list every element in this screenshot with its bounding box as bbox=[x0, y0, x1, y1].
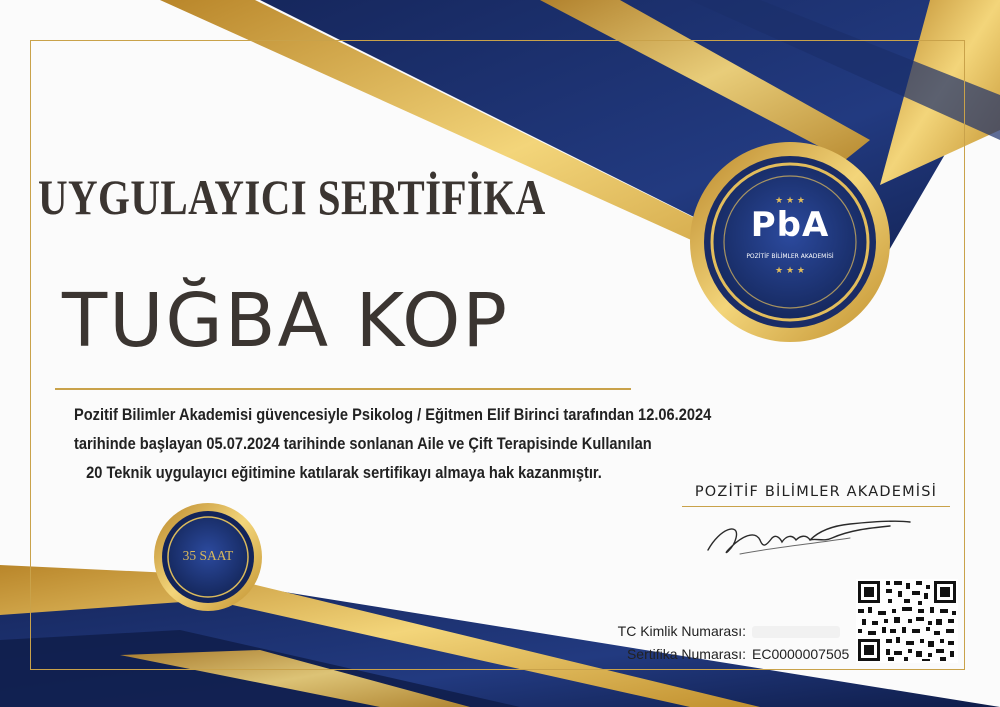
seal-stars-top: ★ ★ ★ bbox=[775, 196, 805, 206]
tc-row bbox=[586, 621, 849, 644]
qr-code bbox=[856, 579, 958, 663]
hours-label: 35 SAAT bbox=[182, 548, 234, 563]
certificate-body bbox=[73, 400, 712, 487]
cert-number-label: Sertifika Numarası: bbox=[626, 646, 746, 662]
seal-stars-bottom: ★ ★ ★ bbox=[775, 266, 805, 276]
seal-org-text: POZİTİF BİLİMLER AKADEMİSİ bbox=[746, 253, 834, 260]
certificate-title: UYGULAYICI SERTİFİKA bbox=[38, 169, 546, 225]
cert-number-value: EC0000007505 bbox=[752, 646, 850, 662]
body-line: tarihinde başlayan 05.07.2024 tarihinde sonlanan Aile ve Çift Terapisinde Kullanılan bbox=[73, 434, 652, 453]
cert-row bbox=[586, 644, 849, 665]
organization-name: POZİTİF BİLİMLER AKADEMİSİ bbox=[694, 484, 938, 500]
recipient-name: TUĞBA KOP bbox=[62, 278, 509, 364]
body-line: 20 Teknik uygulayıcı eğitimine katılarak sertifikayı almaya hak kazanmıştır. bbox=[86, 463, 602, 482]
certificate-identifiers bbox=[586, 621, 849, 665]
body-line: Pozitif Bilimler Akademisi güvencesiyle Psikolog / Eğitmen Elif Birinci tarafından 12.06.2024 bbox=[73, 405, 712, 424]
seal-logo: PbA bbox=[750, 205, 830, 245]
name-underline bbox=[55, 388, 631, 390]
tc-label: TC Kimlik Numarası: bbox=[617, 623, 746, 639]
organization-underline bbox=[682, 506, 950, 507]
signature-image bbox=[700, 508, 920, 568]
tc-value bbox=[746, 621, 840, 644]
